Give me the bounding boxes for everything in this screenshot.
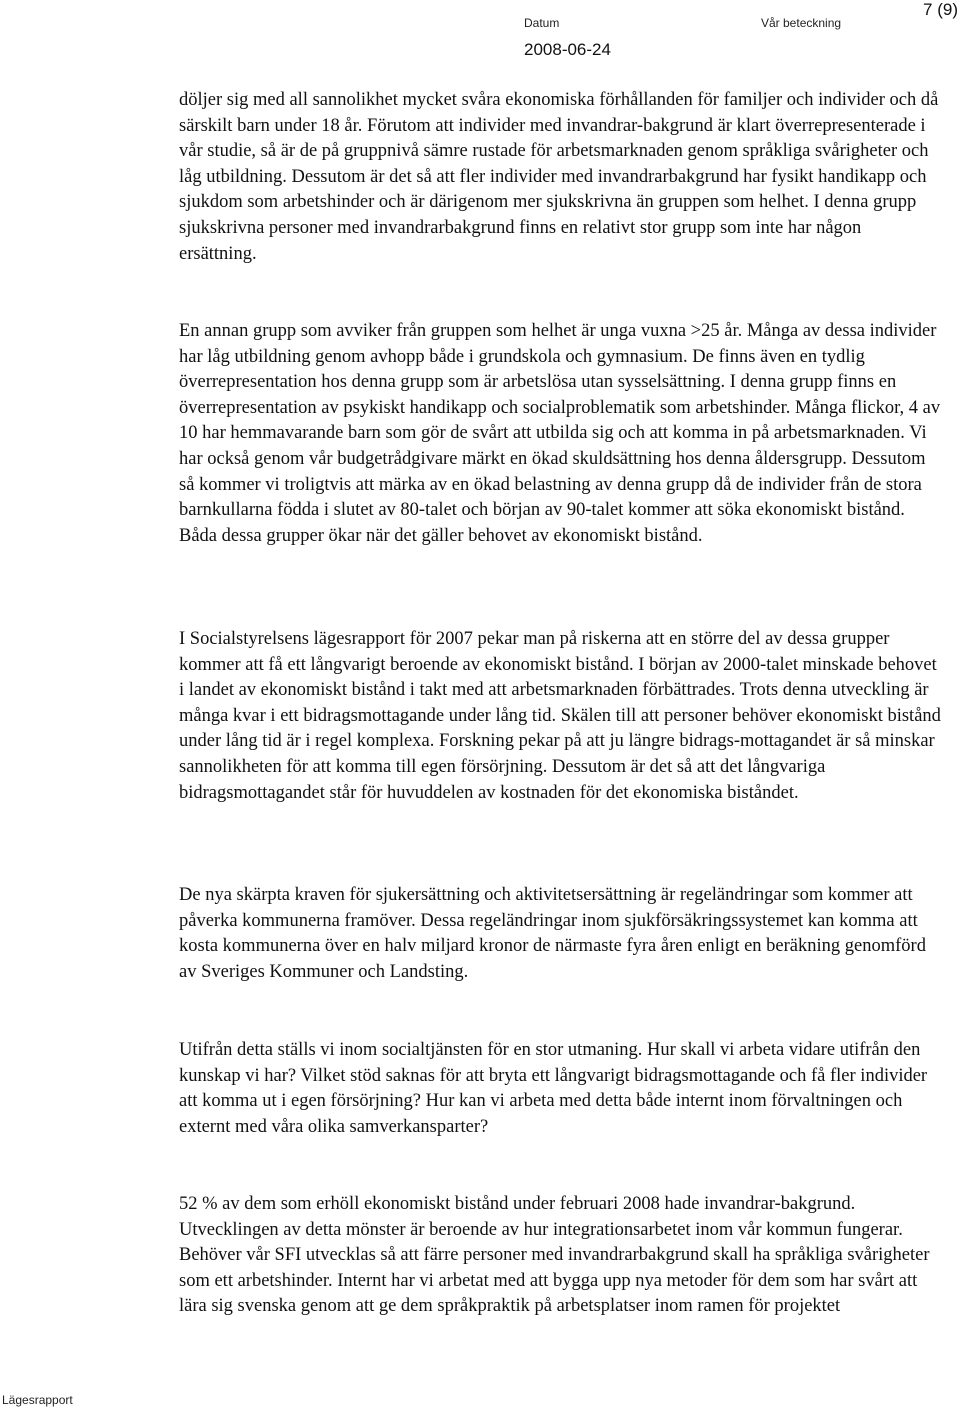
footer-label: Lägesrapport <box>2 1393 73 1407</box>
paragraph-3: I Socialstyrelsens lägesrapport för 2007 pekar man på riskerna att en större del av dessa grupper kommer att få ett långvarigt beroende av ekonomiskt bistånd. I början av 2000-talet minskade behovet i landet av ekonomiskt bistånd i takt med att arbetsmarknaden förbättrades. Trots denna utveckling är många kvar i ett bidragsmottagande under lång tid. Skälen till att personer behöver ekonomiskt bistånd under lång tid är i regel komplexa. Forskning pekar på att ju längre bidrags-mottagandet är så minskar sannolikheten för att komma till egen försörjning. Dessutom är det så att det långvariga bidragsmottagandet står för huvuddelen av kostnaden för det ekonomiska biståndet. <box>179 629 941 803</box>
header-beteckning-label: Vår beteckning <box>761 16 842 30</box>
paragraph-4: De nya skärpta kraven för sjukersättning och aktivitetsersättning är regeländringar som kommer att påverka kommunerna framöver. Dessa regeländringar inom sjukförsäkringssystemet kan komma att kosta kommunerna över en halv miljard kronor de närmaste fyra åren enligt en beräkning genomförd av Sveriges Kommuner och Landsting. <box>179 885 926 982</box>
paragraph-1: döljer sig med all sannolikhet mycket svåra ekonomiska förhållanden för familjer och individer och då särskilt barn under 18 år. Förutom att individer med invandrar-bakgrund är klart överrepresenterade i vår studie, så är de på gruppnivå sämre rustade för arbetsmarknaden genom språkliga svårigheter och låg utbildning. Dessutom är det så att fler individer med invandrarbakgrund har fysikt handikapp och sjukdom som arbetshinder och är därigenom mer sjukskrivna än gruppen som helhet. I denna grupp sjukskrivna personer med invandrarbakgrund finns en relativt stor grupp som inte har någon ersättning. <box>179 90 939 264</box>
paragraph-2: En annan grupp som avviker från gruppen som helhet är unga vuxna >25 år. Många av dessa individer har låg utbildning genom avhopp både i grundskola och gymnasium. De finns även en tydlig överrepresentation hos denna grupp som är arbetslösa utan sysselsättning. I denna grupp finns en överrepresentation av psykiskt handikapp och socialproblematik som arbetshinder. Många flickor, 4 av 10 har hemmavarande barn som gör de svårt att utbilda sig och att komma in på arbetsmarknaden. Vi har också genom vår budgetrådgivare märkt en ökad skuldsättning hos denna åldersgrupp. Dessutom så kommer vi troligtvis att märka av en ökad belastning av denna grupp då de individer från de stora barnkullarna födda i slutet av 80-talet och början av 90-talet kommer att söka ekonomiskt bistånd. Båda dessa grupper ökar när det gäller behovet av ekonomiskt bistånd. <box>179 321 941 546</box>
header-date: 2008-06-24 <box>524 40 611 59</box>
page-number: 7 (9) <box>923 0 958 19</box>
paragraph-6: 52 % av dem som erhöll ekonomiskt bistånd under februari 2008 hade invandrar-bakgrund. Utvecklingen av detta mönster är beroende av hur integrationsarbetet inom vår kommun fungerar. Behöver vår SFI utvecklas så att färre personer med invandrarbakgrund skall ha språkliga svårigheter som ett arbetshinder. Internt har vi arbetat med att bygga upp nya metoder för dem som har svårt att lära sig svenska genom att ge dem språkpraktik på arbetsplatser inom ramen för projektet <box>179 1194 930 1317</box>
header-datum-label: Datum <box>524 16 560 30</box>
paragraph-5: Utifrån detta ställs vi inom socialtjänsten för en stor utmaning. Hur skall vi arbeta vidare utifrån den kunskap vi har? Vilket stöd saknas för att bryta ett långvarigt bidragsmottagande och få fler individer att komma ut i egen försörjning? Hur kan vi arbeta med detta både internt inom förvaltningen och externt med våra olika samverkansparter? <box>179 1040 928 1137</box>
